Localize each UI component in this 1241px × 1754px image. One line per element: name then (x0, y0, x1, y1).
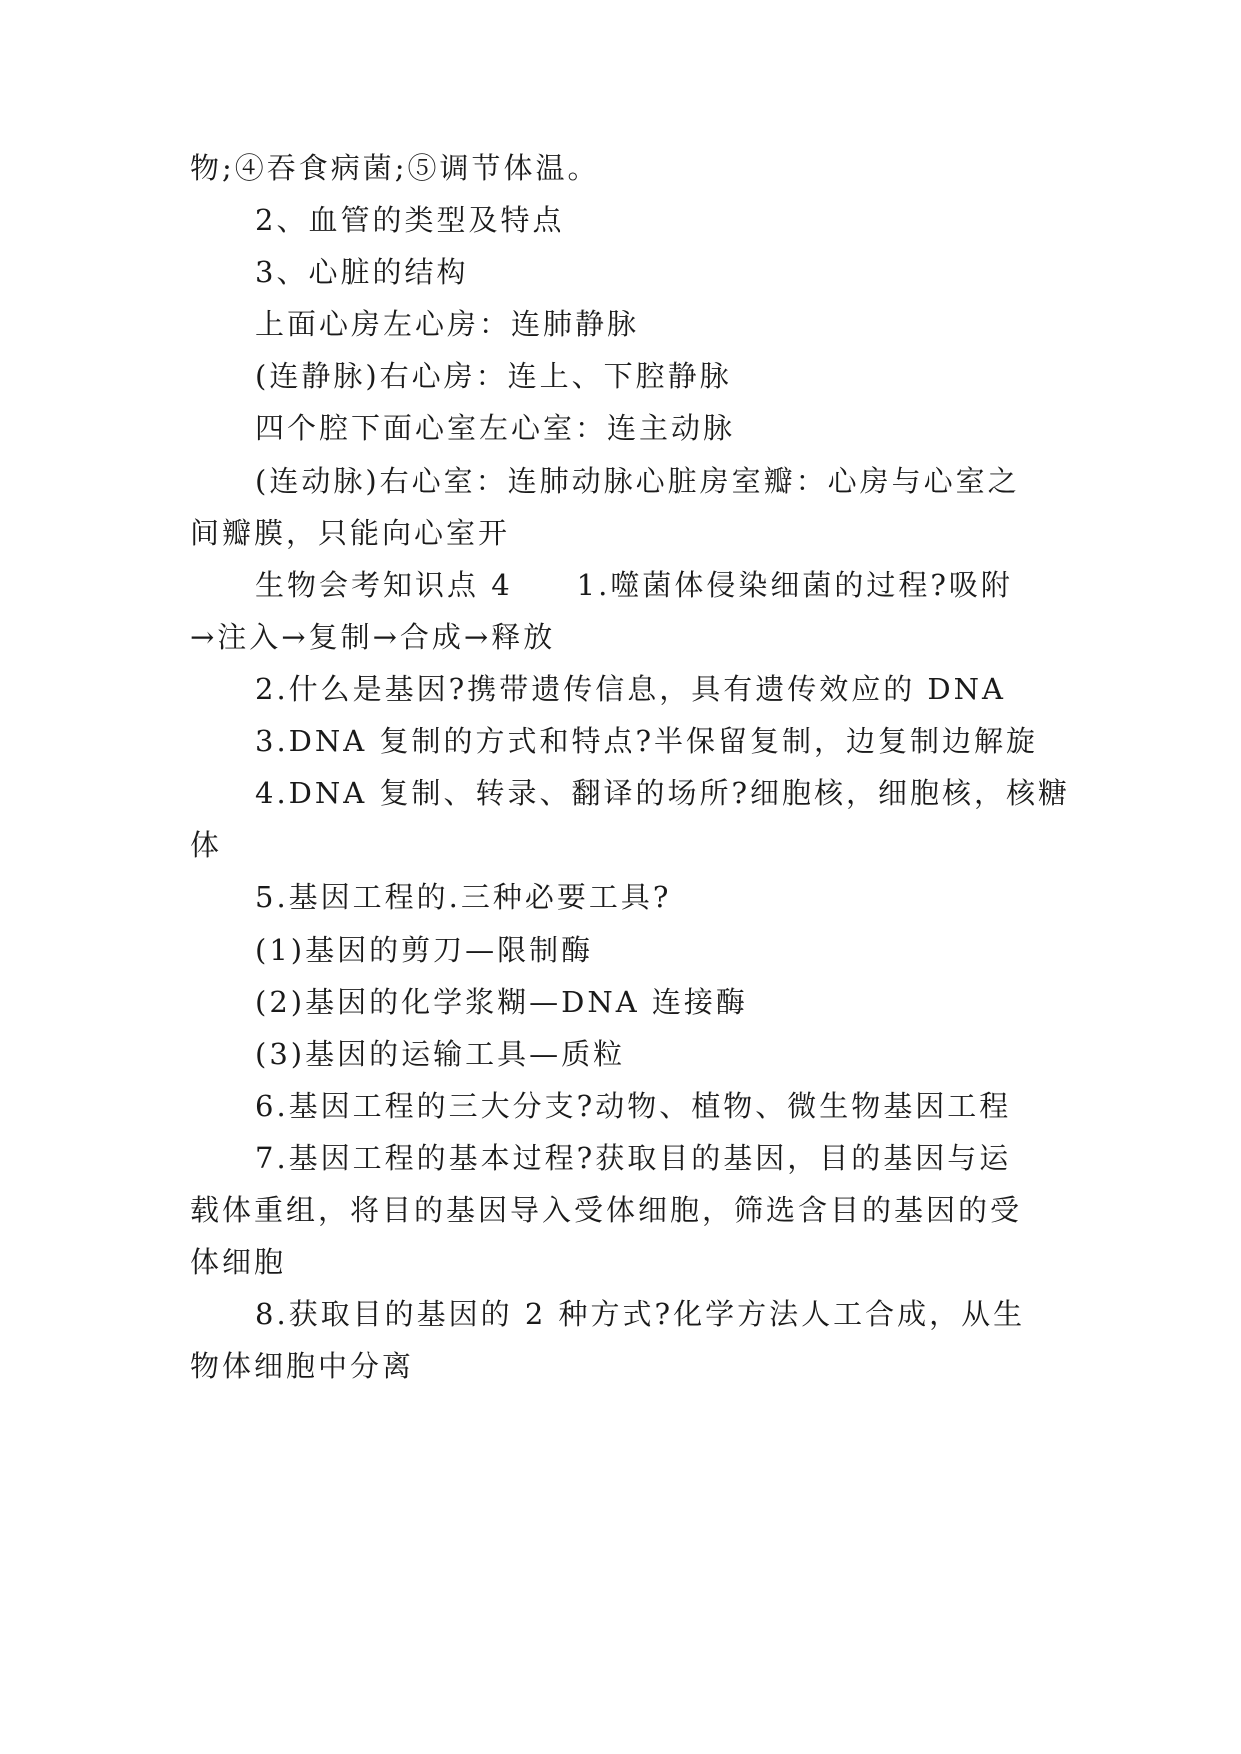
text-line: (连静脉)右心房：连上、下腔静脉 (255, 359, 732, 393)
text-line: 7.基因工程的基本过程?获取目的基因，目的基因与运 (255, 1141, 1012, 1175)
text-line: 3、心脏的结构 (255, 255, 469, 289)
text-line: 上面心房左心房：连肺静脉 (255, 307, 640, 341)
text-line: 物体细胞中分离 (190, 1349, 415, 1383)
text-line: 5.基因工程的.三种必要工具? (255, 880, 672, 914)
text-line: 四个腔下面心室左心室：连主动脉 (255, 411, 736, 445)
text-line: 生物会考知识点 4 1.噬菌体侵染细菌的过程?吸附 (255, 568, 1013, 602)
text-line: 物;④吞食病菌;⑤调节体温。 (190, 151, 600, 185)
text-line: →注入→复制→合成→释放 (190, 620, 556, 654)
text-line: 2.什么是基因?携带遗传信息，具有遗传效应的 DNA (255, 672, 1007, 706)
text-line: 体 (190, 828, 223, 862)
text-line: (3)基因的运输工具—质粒 (255, 1037, 626, 1071)
text-line: 体细胞 (190, 1245, 287, 1279)
text-line: 间瓣膜，只能向心室开 (190, 516, 511, 550)
text-line: 2、血管的类型及特点 (255, 203, 565, 237)
text-line: 3.DNA 复制的方式和特点?半保留复制，边复制边解旋 (255, 724, 1039, 758)
text-line: 6.基因工程的三大分支?动物、植物、微生物基因工程 (255, 1089, 1012, 1123)
text-line: 8.获取目的基因的 2 种方式?化学方法人工合成，从生 (255, 1297, 1026, 1331)
text-line: (1)基因的剪刀—限制酶 (255, 933, 594, 967)
text-line: 4.DNA 复制、转录、翻译的场所?细胞核，细胞核，核糖 (255, 776, 1071, 810)
text-line: (连动脉)右心室：连肺动脉心脏房室瓣：心房与心室之 (255, 464, 1020, 498)
text-line: 载体重组，将目的基因导入受体细胞，筛选含目的基因的受 (190, 1193, 1023, 1227)
text-line: (2)基因的化学浆糊—DNA 连接酶 (255, 985, 748, 1019)
